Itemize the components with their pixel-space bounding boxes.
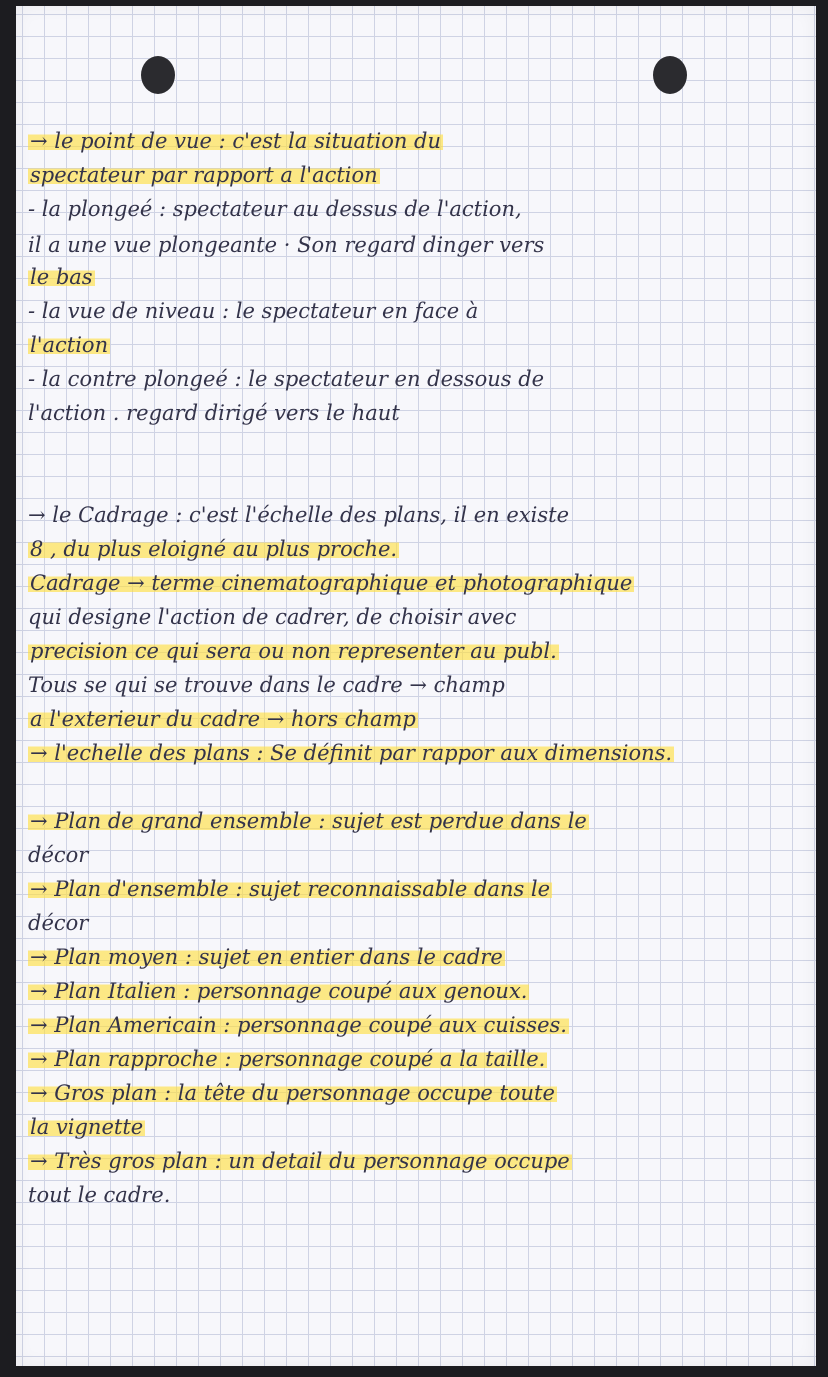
note-line: precision ce qui sera ou non representer au publ. — [30, 639, 557, 663]
note-line: → Gros plan : la tête du personnage occupe toute — [30, 1081, 555, 1105]
note-line: → le Cadrage : c'est l'échelle des plans, il en existe — [28, 503, 570, 527]
note-line: → l'echelle des plans : Se définit par rappor aux dimensions. — [30, 741, 673, 765]
notebook-page — [16, 6, 816, 1366]
note-line: la vignette — [30, 1115, 144, 1139]
note-line: décor — [28, 911, 89, 935]
binder-hole-left — [141, 56, 175, 94]
note-line: spectateur par rapport a l'action — [30, 163, 378, 187]
note-line: → le point de vue : c'est la situation du — [30, 129, 442, 153]
note-line: il a une vue plongeante · Son regard dinger vers — [28, 233, 545, 257]
note-line: → Très gros plan : un detail du personnage occupe — [30, 1149, 570, 1173]
note-line: → Plan rapproche : personnage coupé a la taille. — [30, 1047, 546, 1071]
note-line: le bas — [30, 265, 93, 289]
note-line: → Plan moyen : sujet en entier dans le cadre — [30, 945, 503, 969]
note-line: → Plan d'ensemble : sujet reconnaissable dans le — [30, 877, 551, 901]
note-line: - la contre plongeé : le spectateur en dessous de — [28, 367, 545, 391]
note-line: Cadrage → terme cinematographique et photographique — [30, 571, 633, 595]
note-line: qui designe l'action de cadrer, de choisir avec — [28, 605, 517, 629]
note-line: tout le cadre. — [28, 1183, 171, 1207]
note-line: - la vue de niveau : le spectateur en face à — [28, 299, 479, 323]
note-line: Tous se qui se trouve dans le cadre → champ — [28, 673, 505, 697]
note-line: - la plongeé : spectateur au dessus de l'action, — [28, 197, 522, 221]
note-line: a l'exterieur du cadre → hors champ — [30, 707, 416, 731]
note-line: l'action . regard dirigé vers le haut — [28, 401, 400, 425]
note-line: → Plan Americain : personnage coupé aux cuisses. — [30, 1013, 567, 1037]
note-line: décor — [28, 843, 89, 867]
note-line: → Plan de grand ensemble : sujet est perdue dans le — [30, 809, 587, 833]
binder-hole-right — [653, 56, 687, 94]
note-line: l'action — [30, 333, 109, 357]
note-line: → Plan Italien : personnage coupé aux genoux. — [30, 979, 528, 1003]
note-line: 8 , du plus eloigné au plus proche. — [30, 537, 398, 561]
